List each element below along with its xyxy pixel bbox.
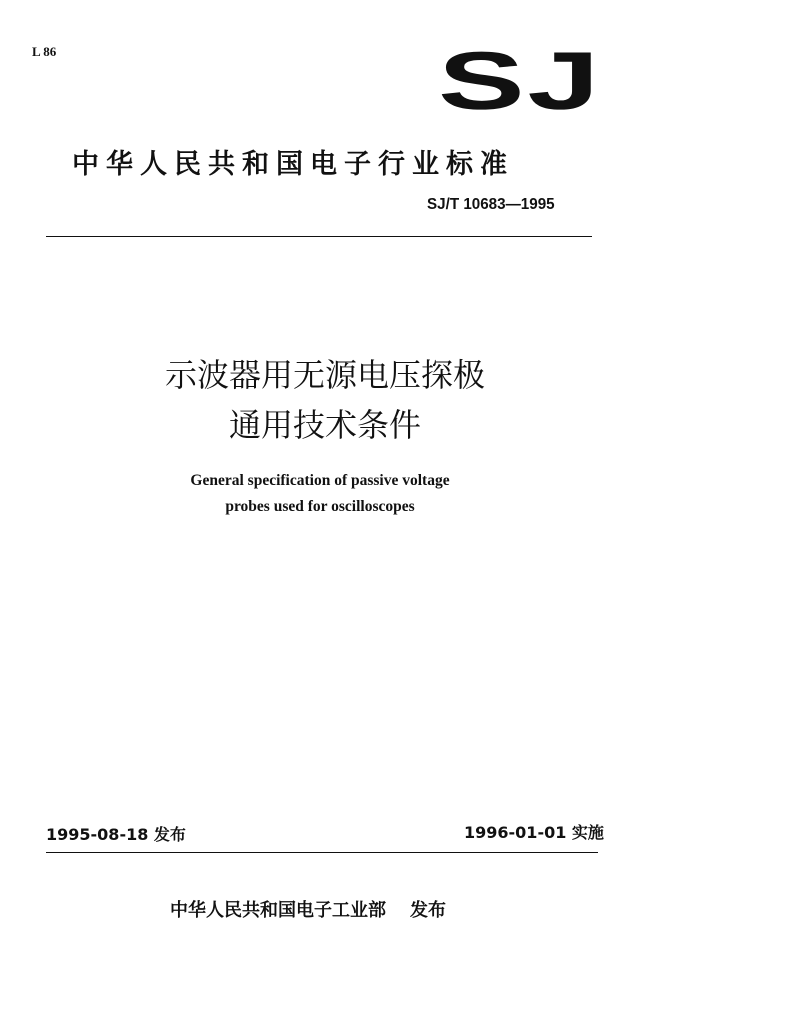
chinese-title <box>130 350 520 450</box>
industry-standard-heading: 中华人民共和国电子行业标准 <box>72 149 514 180</box>
standard-number: SJ/T 10683—1995 <box>427 196 555 213</box>
publisher-line <box>170 896 446 922</box>
publish-label: 发布 <box>410 900 446 921</box>
english-title <box>120 468 520 520</box>
issue-date: 1995-08-18 发布 <box>46 825 186 844</box>
english-title-line-2: probes used for oscilloscopes <box>225 498 415 515</box>
top-divider <box>46 236 592 237</box>
sj-logo: SJ <box>438 35 603 127</box>
bottom-divider <box>46 852 598 853</box>
chinese-title-line-2: 通用技术条件 <box>228 406 421 444</box>
chinese-title-line-1: 示波器用无源电压探极 <box>164 356 485 394</box>
implementation-date: 1996-01-01 实施 <box>464 823 604 842</box>
english-title-line-1: General specification of passive voltage <box>190 472 450 489</box>
publisher-name: 中华人民共和国电子工业部 <box>170 900 386 921</box>
classification-code: L 86 <box>32 44 57 59</box>
